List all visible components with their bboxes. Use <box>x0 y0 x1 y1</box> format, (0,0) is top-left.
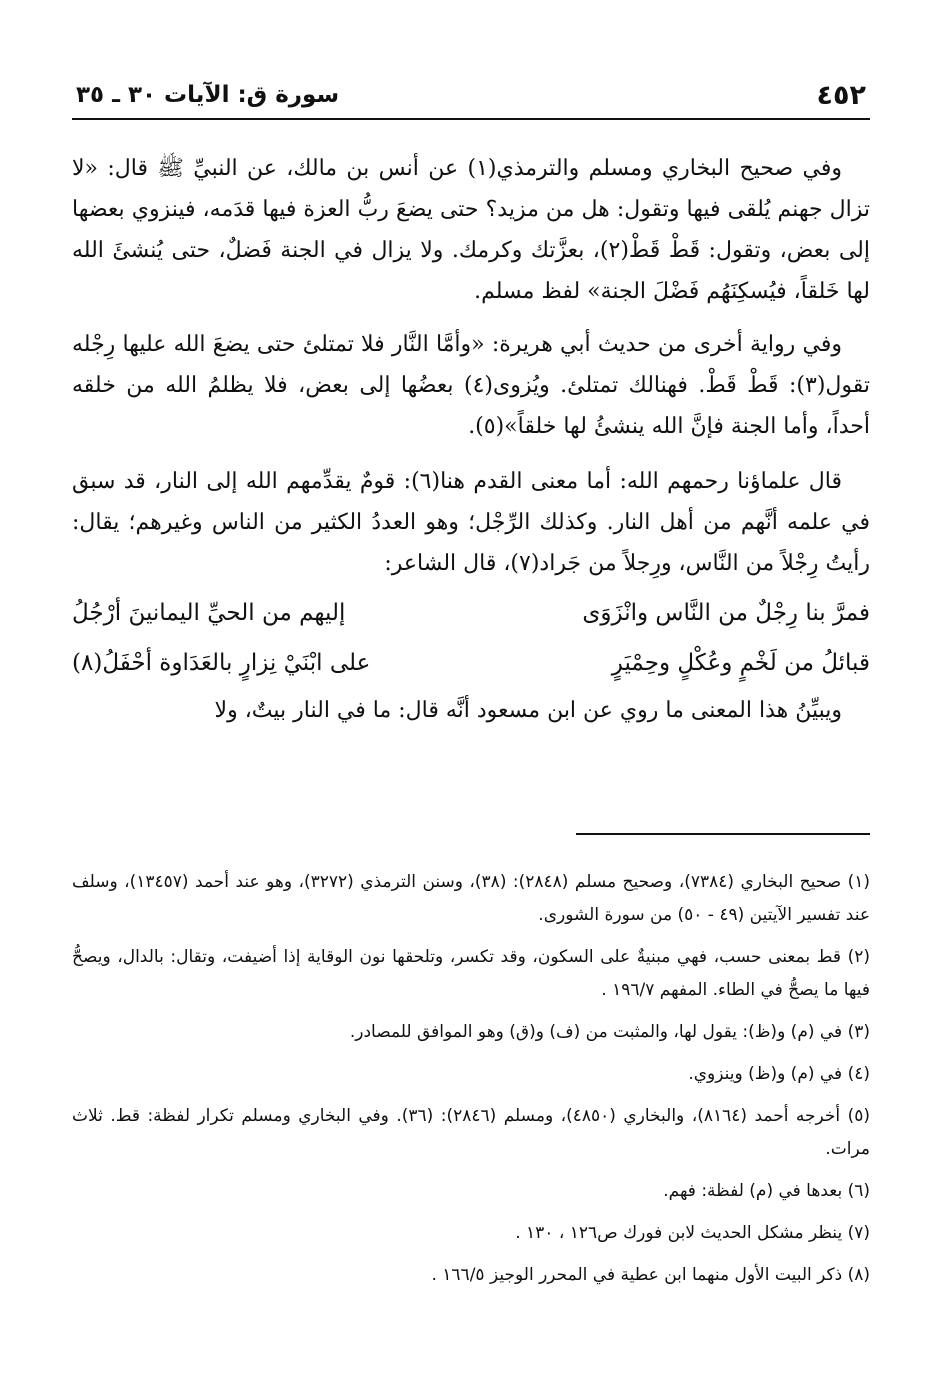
footnotes <box>72 866 870 1301</box>
footnote: (٤) في (م) و(ظ) وينزوي. <box>688 1064 870 1084</box>
poem-verse <box>72 638 870 688</box>
poem <box>72 588 870 688</box>
verse-second-hemistich: إليهم من الحيِّ اليمانينَ أرْجُلُ <box>72 599 346 626</box>
paragraph: وفي رواية أخرى من حديث أبي هريرة: «وأمَّا النَّار فلا تمتلئ حتى يضعَ الله عليها رِجْله تقول(٣): قَطْ قَطْ. فهنالك تمتلئ. ويُزوى(٤) بعضُها إلى بعض، فلا يظلمُ الله من خلقه أحداً، وأما الجنة فإنَّ الله ينشئُ لها خلقاً»(٥). <box>72 332 870 439</box>
footnote-divider <box>576 833 870 835</box>
footnote: (٣) في (م) و(ظ): يقول لها، والمثبت من (ف) و(ق) وهو الموافق للمصادر. <box>349 1022 870 1042</box>
verse-second-hemistich: على ابْنَيْ نِزارٍ بالعَدَاوة أحْفَلُ(٨) <box>72 649 371 676</box>
footnote: (٨) ذكر البيت الأول منهما ابن عطية في المحرر الوجيز ١٦٦/٥ . <box>431 1265 870 1285</box>
footnote: (١) صحيح البخاري (٧٣٨٤)، وصحيح مسلم (٢٨٤٨): (٣٨)، وسنن الترمذي (٣٢٧٢)، وهو عند أحمد (١٣٤٥٧)، وسلف عند تفسير الآيتين (٤٩ - ٥٠) من سورة الشورى. <box>72 872 870 925</box>
paragraph: وفي صحيح البخاري ومسلم والترمذي(١) عن أنس بن مالك، عن النبيِّ ﷺ قال: «لا تزال جهنم يُلقى فيها وتقول: هل من مزيد؟ حتى يضعَ ربُّ العزة فيها قدَمه، فينزوي بعضها إلى بعض، وتقول: قَطْ قَطْ(٢)، بعزَّتك وكرمك. ولا يزال في الجنة فَضلٌ، حتى يُنشئَ الله لها خَلقاً، فيُسكِنَهُم فَضْلَ الجنة» لفظ مسلم. <box>72 156 871 304</box>
main-text <box>72 148 870 731</box>
footnote: (٧) ينظر مشكل الحديث لابن فورك ص١٢٦ ، ١٣٠ . <box>515 1223 870 1243</box>
footnote: (٥) أخرجه أحمد (٨١٦٤)، والبخاري (٤٨٥٠)، ومسلم (٢٨٤٦): (٣٦). وفي البخاري ومسلم تكرار لفظة: قط. ثلاث مرات. <box>72 1106 870 1159</box>
footnote: (٦) بعدها في (م) لفظة: فهم. <box>663 1181 870 1201</box>
poem-verse <box>72 588 870 638</box>
verse-first-hemistich: قبائلُ من لَخْمٍ وعُكْلٍ وحِمْيَرٍ <box>611 649 870 676</box>
closing-line: ويبيِّنُ هذا المعنى ما روي عن ابن مسعود أنَّه قال: ما في النار بيتٌ، ولا <box>214 698 842 723</box>
paragraph: قال علماؤنا رحمهم الله: أما معنى القدم هنا(٦): قومٌ يقدِّمهم الله إلى النار، قد سبق في علمه أنَّهم من أهل النار. وكذلك الرِّجْل؛ وهو العددُ الكثير من الناس وغيرهم؛ يقال: رأيتُ رِجْلاً من النَّاس، ورِجلاً من جَراد(٧)، قال الشاعر: <box>72 469 870 576</box>
page-number: ٤٥٢ <box>816 80 866 111</box>
footnote: (٢) قط بمعنى حسب، فهي مبنيةٌ على السكون، وقد تكسر، وتلحقها نون الوقاية إذا أضيفت، وتقال: بالدال، ويصحُّ فيها ما يصحُّ في الطاء. المفهم ١٩٦/٧ . <box>72 947 870 1000</box>
page-header <box>72 78 870 120</box>
verse-first-hemistich: فمرَّ بنا رِجْلٌ من النَّاس وانْزَوَى <box>582 599 870 626</box>
running-title: سورة ق: الآيات ٣٠ ـ ٣٥ <box>76 82 340 108</box>
